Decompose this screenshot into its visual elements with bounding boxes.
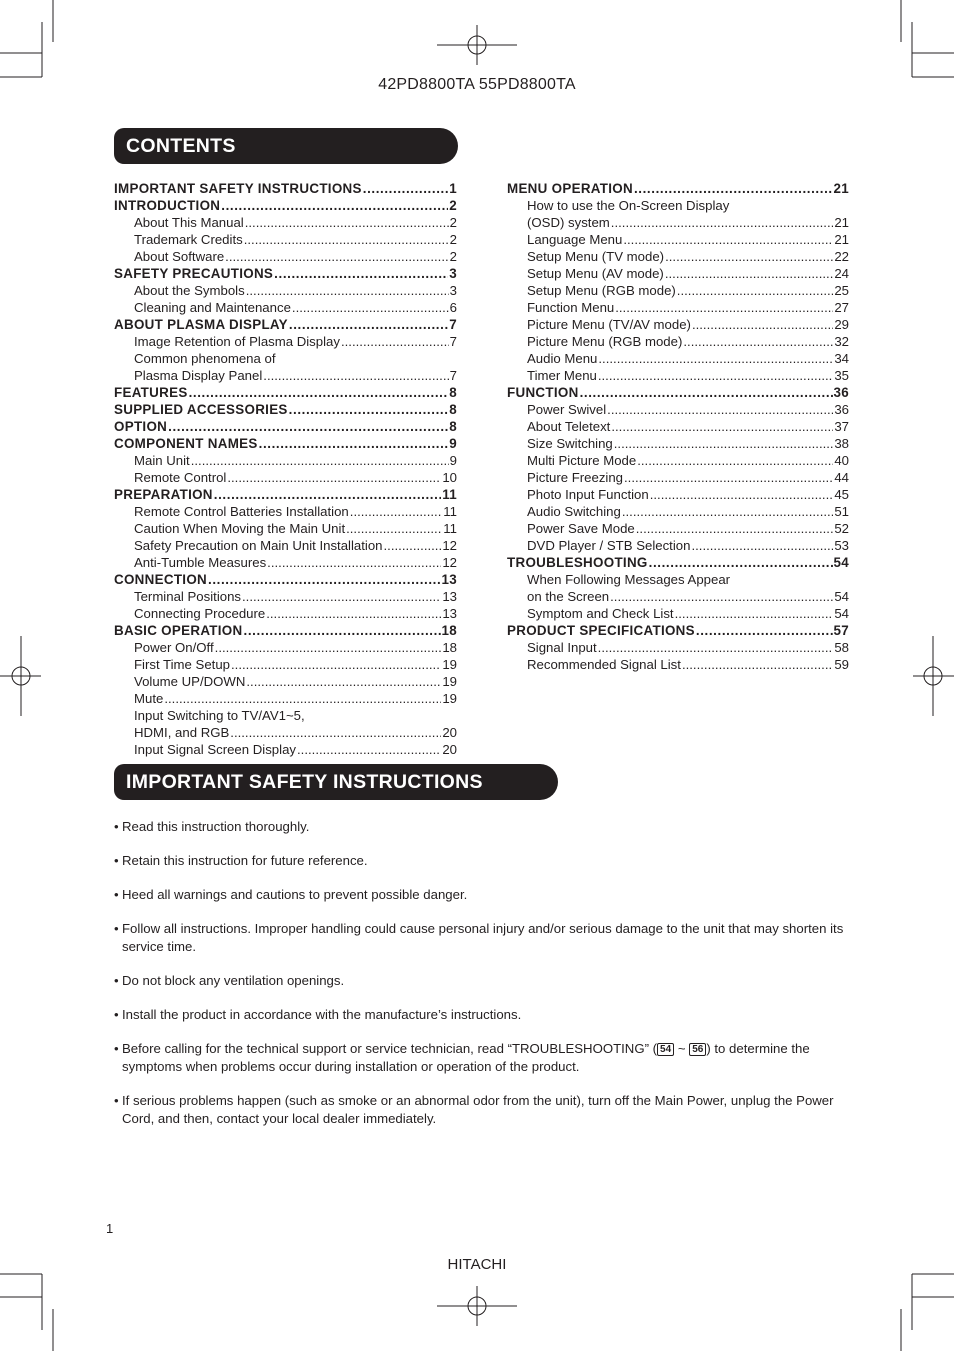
toc-entry-label: Trademark Credits xyxy=(134,232,243,247)
toc-entry-label: About the Symbols xyxy=(134,283,245,298)
toc-entry-page: 12 xyxy=(442,555,457,570)
toc-leader-dots xyxy=(168,418,448,435)
toc-entry-label: FEATURES xyxy=(114,385,188,400)
toc-entry-label: When Following Messages Appear xyxy=(527,572,731,587)
toc-entry[interactable] xyxy=(507,248,849,265)
toc-entry-label: First Time Setup xyxy=(134,657,231,672)
toc-section-entry[interactable] xyxy=(114,316,457,333)
toc-entry-label: About This Manual xyxy=(134,215,244,230)
toc-leader-dots xyxy=(683,333,833,350)
toc-leader-dots xyxy=(221,197,448,214)
toc-entry-page: 59 xyxy=(834,657,849,672)
toc-entry-page: 2 xyxy=(449,232,457,247)
toc-entry[interactable] xyxy=(114,639,457,656)
toc-leader-dots xyxy=(292,299,449,316)
safety-instructions xyxy=(114,818,854,1144)
toc-leader-dots xyxy=(263,367,448,384)
toc-leader-dots xyxy=(191,452,449,469)
toc-leader-dots xyxy=(231,656,441,673)
bullet-text: ) to determine the symptoms when problems occur during installation or operation of the product. xyxy=(122,1041,810,1074)
toc-entry-page: 29 xyxy=(834,317,849,332)
toc-section-entry[interactable] xyxy=(507,554,849,571)
toc-entry-label: Remote Control Batteries Installation xyxy=(134,504,349,519)
toc-leader-dots xyxy=(225,248,448,265)
toc-entry[interactable] xyxy=(114,452,457,469)
toc-entry-label: Audio Switching xyxy=(527,504,621,519)
toc-right-column xyxy=(507,180,849,673)
toc-entry-page: 8 xyxy=(449,419,457,434)
toc-entry-page: 45 xyxy=(834,487,849,502)
toc-leader-dots xyxy=(623,231,833,248)
toc-leader-dots xyxy=(636,520,834,537)
toc-entry-label: Picture Freezing xyxy=(527,470,624,485)
toc-entry[interactable] xyxy=(507,435,849,452)
toc-entry[interactable] xyxy=(507,214,849,231)
toc-entry-label: Remote Control xyxy=(134,470,227,485)
toc-entry-page: 8 xyxy=(449,385,457,400)
bullet-item: • Heed all warnings and cautions to prevent possible danger. xyxy=(114,886,854,904)
toc-entry-page: 54 xyxy=(833,555,849,570)
page-ref-icon[interactable]: 56 xyxy=(689,1043,706,1056)
toc-entry-page: 9 xyxy=(449,453,457,468)
toc-entry[interactable] xyxy=(114,588,457,605)
bullet-item: • Follow all instructions. Improper handling could cause personal injury and/or serious damage to the unit that may shorten its service time. xyxy=(114,920,854,956)
toc-entry-label: Input Switching to TV/AV1~5, xyxy=(134,708,305,723)
toc-entry-page: 19 xyxy=(442,674,457,689)
toc-section-entry[interactable] xyxy=(114,418,457,435)
toc-entry-label: Timer Menu xyxy=(527,368,597,383)
toc-entry-page: 38 xyxy=(834,436,849,451)
toc-entry-label: Image Retention of Plasma Display xyxy=(134,334,340,349)
toc-leader-dots xyxy=(208,571,440,588)
toc-entry-label: Plasma Display Panel xyxy=(134,368,263,383)
bullet-text: ~ xyxy=(674,1041,690,1056)
toc-section-entry[interactable] xyxy=(114,180,457,197)
model-numbers: 42PD8800TA 55PD8800TA xyxy=(378,76,576,93)
toc-entry-page: 13 xyxy=(441,572,457,587)
toc-entry-label: Input Signal Screen Display xyxy=(134,742,297,757)
toc-entry-label: Connecting Procedure xyxy=(134,606,266,621)
toc-entry-label: SUPPLIED ACCESSORIES xyxy=(114,402,288,417)
toc-entry-page: 7 xyxy=(449,317,457,332)
toc-entry xyxy=(114,350,457,367)
toc-leader-dots xyxy=(164,690,441,707)
toc-leader-dots xyxy=(259,435,449,452)
toc-entry-label: Anti-Tumble Measures xyxy=(134,555,267,570)
toc-entry[interactable] xyxy=(507,282,849,299)
toc-entry-label: Safety Precaution on Main Unit Installation xyxy=(134,538,383,553)
toc-leader-dots xyxy=(246,673,441,690)
toc-entry-label: FUNCTION xyxy=(507,385,579,400)
toc-entry-page: 11 xyxy=(443,521,457,536)
toc-entry[interactable] xyxy=(114,248,457,265)
toc-entry-label: ABOUT PLASMA DISPLAY xyxy=(114,317,288,332)
toc-section-entry[interactable] xyxy=(114,486,457,503)
toc-entry[interactable] xyxy=(507,367,849,384)
toc-entry[interactable] xyxy=(507,639,849,656)
toc-entry xyxy=(507,197,849,214)
toc-entry[interactable] xyxy=(114,231,457,248)
toc-entry-page: 21 xyxy=(834,215,849,230)
toc-leader-dots xyxy=(611,214,834,231)
toc-leader-dots xyxy=(598,639,834,656)
toc-leader-dots xyxy=(682,656,833,673)
toc-entry[interactable] xyxy=(114,214,457,231)
toc-entry[interactable] xyxy=(507,265,849,282)
toc-entry-page: 9 xyxy=(449,436,457,451)
toc-entry[interactable] xyxy=(114,503,457,520)
toc-entry-page: 11 xyxy=(442,487,457,502)
toc-entry-label: PREPARATION xyxy=(114,487,213,502)
toc-entry-label: Language Menu xyxy=(527,232,623,247)
toc-leader-dots xyxy=(384,537,442,554)
toc-entry-page: 13 xyxy=(442,589,457,604)
toc-entry-label: Caution When Moving the Main Unit xyxy=(134,521,346,536)
toc-entry-label: Photo Input Function xyxy=(527,487,649,502)
toc-entry-label: Power Swivel xyxy=(527,402,607,417)
toc-entry-label: HDMI, and RGB xyxy=(134,725,230,740)
toc-entry-page: 20 xyxy=(442,725,457,740)
toc-leader-dots xyxy=(610,588,833,605)
toc-section-entry[interactable] xyxy=(114,197,457,214)
toc-entry-label: Recommended Signal List xyxy=(527,657,681,672)
bullet-item: • Install the product in accordance with the manufacture’s instructions. xyxy=(114,1006,854,1024)
toc-entry-page: 19 xyxy=(442,691,457,706)
toc-leader-dots xyxy=(677,282,834,299)
toc-leader-dots xyxy=(607,401,833,418)
toc-left-column xyxy=(114,180,457,758)
toc-entry-page: 6 xyxy=(449,300,457,315)
toc-entry[interactable] xyxy=(114,537,457,554)
toc-section-entry[interactable] xyxy=(114,384,457,401)
toc-entry-label: MENU OPERATION xyxy=(507,181,633,196)
toc-entry[interactable] xyxy=(114,741,457,758)
bullet-item: • Retain this instruction for future reference. xyxy=(114,852,854,870)
toc-entry[interactable] xyxy=(114,656,457,673)
toc-leader-dots xyxy=(189,384,449,401)
page-number: 1 xyxy=(106,1221,114,1236)
toc-entry[interactable] xyxy=(114,282,457,299)
toc-leader-dots xyxy=(266,605,441,622)
toc-entry-label: CONNECTION xyxy=(114,572,208,587)
toc-entry-page: 1 xyxy=(449,181,457,196)
toc-entry xyxy=(114,707,457,724)
toc-entry-page: 3 xyxy=(449,283,457,298)
toc-entry[interactable] xyxy=(507,333,849,350)
toc-entry-page: 25 xyxy=(834,283,849,298)
toc-entry-label: on the Screen xyxy=(527,589,610,604)
toc-entry-label: Common phenomena of xyxy=(134,351,276,366)
toc-leader-dots xyxy=(245,214,449,231)
toc-entry-label: TROUBLESHOOTING xyxy=(507,555,648,570)
toc-entry-label: Power Save Mode xyxy=(527,521,635,536)
toc-entry-label: Mute xyxy=(134,691,164,706)
toc-entry[interactable] xyxy=(507,486,849,503)
toc-leader-dots xyxy=(580,384,833,401)
toc-entry[interactable] xyxy=(507,656,849,673)
toc-section-entry[interactable] xyxy=(114,401,457,418)
toc-leader-dots xyxy=(289,401,449,418)
toc-entry[interactable] xyxy=(114,520,457,537)
toc-entry[interactable] xyxy=(114,469,457,486)
toc-leader-dots xyxy=(637,452,833,469)
toc-entry-page: 53 xyxy=(834,538,849,553)
toc-entry-label: Picture Menu (RGB mode) xyxy=(527,334,683,349)
toc-entry-page: 27 xyxy=(834,300,849,315)
toc-leader-dots xyxy=(614,435,834,452)
toc-leader-dots xyxy=(598,367,833,384)
toc-entry-label: Multi Picture Mode xyxy=(527,453,637,468)
toc-entry-label: Power On/Off xyxy=(134,640,214,655)
toc-entry-page: 12 xyxy=(442,538,457,553)
toc-entry-page: 57 xyxy=(833,623,849,638)
toc-entry[interactable] xyxy=(114,724,457,741)
toc-entry-page: 10 xyxy=(442,470,457,485)
toc-entry-page: 44 xyxy=(834,470,849,485)
toc-section-entry[interactable] xyxy=(507,384,849,401)
toc-entry-page: 18 xyxy=(442,640,457,655)
toc-leader-dots xyxy=(696,622,833,639)
toc-leader-dots xyxy=(634,180,833,197)
toc-leader-dots xyxy=(624,469,833,486)
toc-entry-label: Terminal Positions xyxy=(134,589,242,604)
toc-entry[interactable] xyxy=(114,554,457,571)
toc-leader-dots xyxy=(230,724,441,741)
bullet-item: • If serious problems happen (such as smoke or an abnormal odor from the unit), turn off the Main Power, unplug the Power Cord, and then, contact your local dealer immediately. xyxy=(114,1092,854,1128)
toc-section-entry[interactable] xyxy=(507,622,849,639)
toc-leader-dots xyxy=(665,265,834,282)
toc-entry-page: 35 xyxy=(834,368,849,383)
toc-entry[interactable] xyxy=(507,605,849,622)
toc-entry-label: Volume UP/DOWN xyxy=(134,674,246,689)
bullet-text: Before calling for the technical support or service technician, read “TROUBLESHOOTING” ( xyxy=(122,1041,658,1056)
toc-entry-page: 7 xyxy=(449,334,457,349)
toc-entry-label: Symptom and Check List xyxy=(527,606,674,621)
toc-entry-page: 2 xyxy=(449,215,457,230)
toc-entry-label: How to use the On-Screen Display xyxy=(527,198,730,213)
page-ref-icon[interactable]: 54 xyxy=(657,1043,674,1056)
toc-entry[interactable] xyxy=(507,537,849,554)
toc-entry-label: COMPONENT NAMES xyxy=(114,436,258,451)
toc-entry-label: Setup Menu (TV mode) xyxy=(527,249,665,264)
toc-leader-dots xyxy=(244,622,441,639)
toc-leader-dots xyxy=(622,503,833,520)
toc-entry-label: (OSD) system xyxy=(527,215,610,230)
toc-leader-dots xyxy=(297,741,441,758)
toc-entry-page: 54 xyxy=(834,606,849,621)
toc-entry-label: Cleaning and Maintenance xyxy=(134,300,291,315)
toc-entry[interactable] xyxy=(507,418,849,435)
bullet-item: • Read this instruction thoroughly. xyxy=(114,818,854,836)
toc-entry-label: Setup Menu (RGB mode) xyxy=(527,283,676,298)
toc-entry-label: IMPORTANT SAFETY INSTRUCTIONS xyxy=(114,181,362,196)
toc-entry-label: SAFETY PRECAUTIONS xyxy=(114,266,274,281)
toc-leader-dots xyxy=(598,350,833,367)
toc-entry[interactable] xyxy=(507,316,849,333)
toc-entry[interactable] xyxy=(507,350,849,367)
toc-entry-page: 21 xyxy=(834,232,849,247)
toc-leader-dots xyxy=(649,554,833,571)
footer-brand: HITACHI xyxy=(447,1256,507,1273)
toc-leader-dots xyxy=(267,554,441,571)
bullet-item-troubleshooting xyxy=(114,1040,854,1076)
toc-entry-label: PRODUCT SPECIFICATIONS xyxy=(507,623,695,638)
toc-entry[interactable] xyxy=(507,469,849,486)
toc-entry-page: 34 xyxy=(834,351,849,366)
toc-entry-page: 32 xyxy=(834,334,849,349)
toc-leader-dots xyxy=(246,282,449,299)
toc-leader-dots xyxy=(675,605,834,622)
toc-entry-page: 21 xyxy=(833,181,849,196)
toc-leader-dots xyxy=(665,248,833,265)
toc-entry-label: Picture Menu (TV/AV mode) xyxy=(527,317,691,332)
contents-banner: CONTENTS xyxy=(114,128,458,164)
toc-entry-page: 20 xyxy=(442,742,457,757)
toc-entry-label: INTRODUCTION xyxy=(114,198,221,213)
toc-entry-page: 51 xyxy=(834,504,849,519)
safety-banner: IMPORTANT SAFETY INSTRUCTIONS xyxy=(114,764,558,800)
toc-section-entry[interactable] xyxy=(507,180,849,197)
toc-entry[interactable] xyxy=(507,588,849,605)
toc-entry-page: 3 xyxy=(449,266,457,281)
toc-leader-dots xyxy=(346,520,442,537)
toc-entry-label: About Software xyxy=(134,249,225,264)
toc-entry-label: Signal Input xyxy=(527,640,597,655)
toc-section-entry[interactable] xyxy=(114,265,457,282)
toc-entry-page: 22 xyxy=(834,249,849,264)
toc-leader-dots xyxy=(244,231,449,248)
toc-entry-label: DVD Player / STB Selection xyxy=(527,538,691,553)
toc-entry-label: Main Unit xyxy=(134,453,190,468)
toc-entry-label: BASIC OPERATION xyxy=(114,623,243,638)
toc-entry[interactable] xyxy=(507,503,849,520)
toc-leader-dots xyxy=(611,418,833,435)
toc-leader-dots xyxy=(341,333,449,350)
toc-entry[interactable] xyxy=(114,605,457,622)
toc-entry-page: 54 xyxy=(834,589,849,604)
toc-leader-dots xyxy=(227,469,441,486)
toc-entry-page: 24 xyxy=(834,266,849,281)
toc-leader-dots xyxy=(274,265,448,282)
toc-entry-page: 36 xyxy=(834,402,849,417)
toc-leader-dots xyxy=(289,316,448,333)
toc-entry[interactable] xyxy=(114,673,457,690)
toc-entry-page: 58 xyxy=(834,640,849,655)
toc-entry-label: Audio Menu xyxy=(527,351,598,366)
toc-leader-dots xyxy=(691,537,833,554)
toc-entry[interactable] xyxy=(114,690,457,707)
toc-entry-page: 2 xyxy=(449,198,457,213)
toc-entry[interactable] xyxy=(114,299,457,316)
toc-section-entry[interactable] xyxy=(114,622,457,639)
toc-entry-page: 18 xyxy=(441,623,457,638)
toc-entry-page: 36 xyxy=(833,385,849,400)
toc-leader-dots xyxy=(615,299,833,316)
toc-entry-label: Size Switching xyxy=(527,436,613,451)
toc-entry-page: 13 xyxy=(442,606,457,621)
toc-entry-page: 40 xyxy=(834,453,849,468)
toc-entry-page: 52 xyxy=(834,521,849,536)
toc-entry-page: 7 xyxy=(449,368,457,383)
toc-entry[interactable] xyxy=(507,452,849,469)
toc-entry-page: 11 xyxy=(443,504,457,519)
toc-leader-dots xyxy=(350,503,443,520)
toc-entry[interactable] xyxy=(507,401,849,418)
toc-entry-label: Setup Menu (AV mode) xyxy=(527,266,664,281)
toc-entry-page: 37 xyxy=(834,419,849,434)
toc-entry[interactable] xyxy=(507,231,849,248)
toc-entry xyxy=(507,571,849,588)
toc-entry[interactable] xyxy=(114,333,457,350)
toc-entry-label: About Teletext xyxy=(527,419,611,434)
toc-entry[interactable] xyxy=(114,367,457,384)
toc-entry-label: OPTION xyxy=(114,419,168,434)
toc-leader-dots xyxy=(650,486,834,503)
toc-leader-dots xyxy=(214,486,441,503)
toc-entry[interactable] xyxy=(507,299,849,316)
toc-leader-dots xyxy=(692,316,833,333)
toc-leader-dots xyxy=(215,639,442,656)
toc-leader-dots xyxy=(242,588,441,605)
toc-entry-page: 2 xyxy=(449,249,457,264)
bullet-item: • Do not block any ventilation openings. xyxy=(114,972,854,990)
toc-entry-label: Function Menu xyxy=(527,300,615,315)
toc-entry[interactable] xyxy=(507,520,849,537)
toc-entry-page: 8 xyxy=(449,402,457,417)
toc-leader-dots xyxy=(363,180,449,197)
toc-section-entry[interactable] xyxy=(114,435,457,452)
toc-section-entry[interactable] xyxy=(114,571,457,588)
toc-entry-page: 19 xyxy=(442,657,457,672)
